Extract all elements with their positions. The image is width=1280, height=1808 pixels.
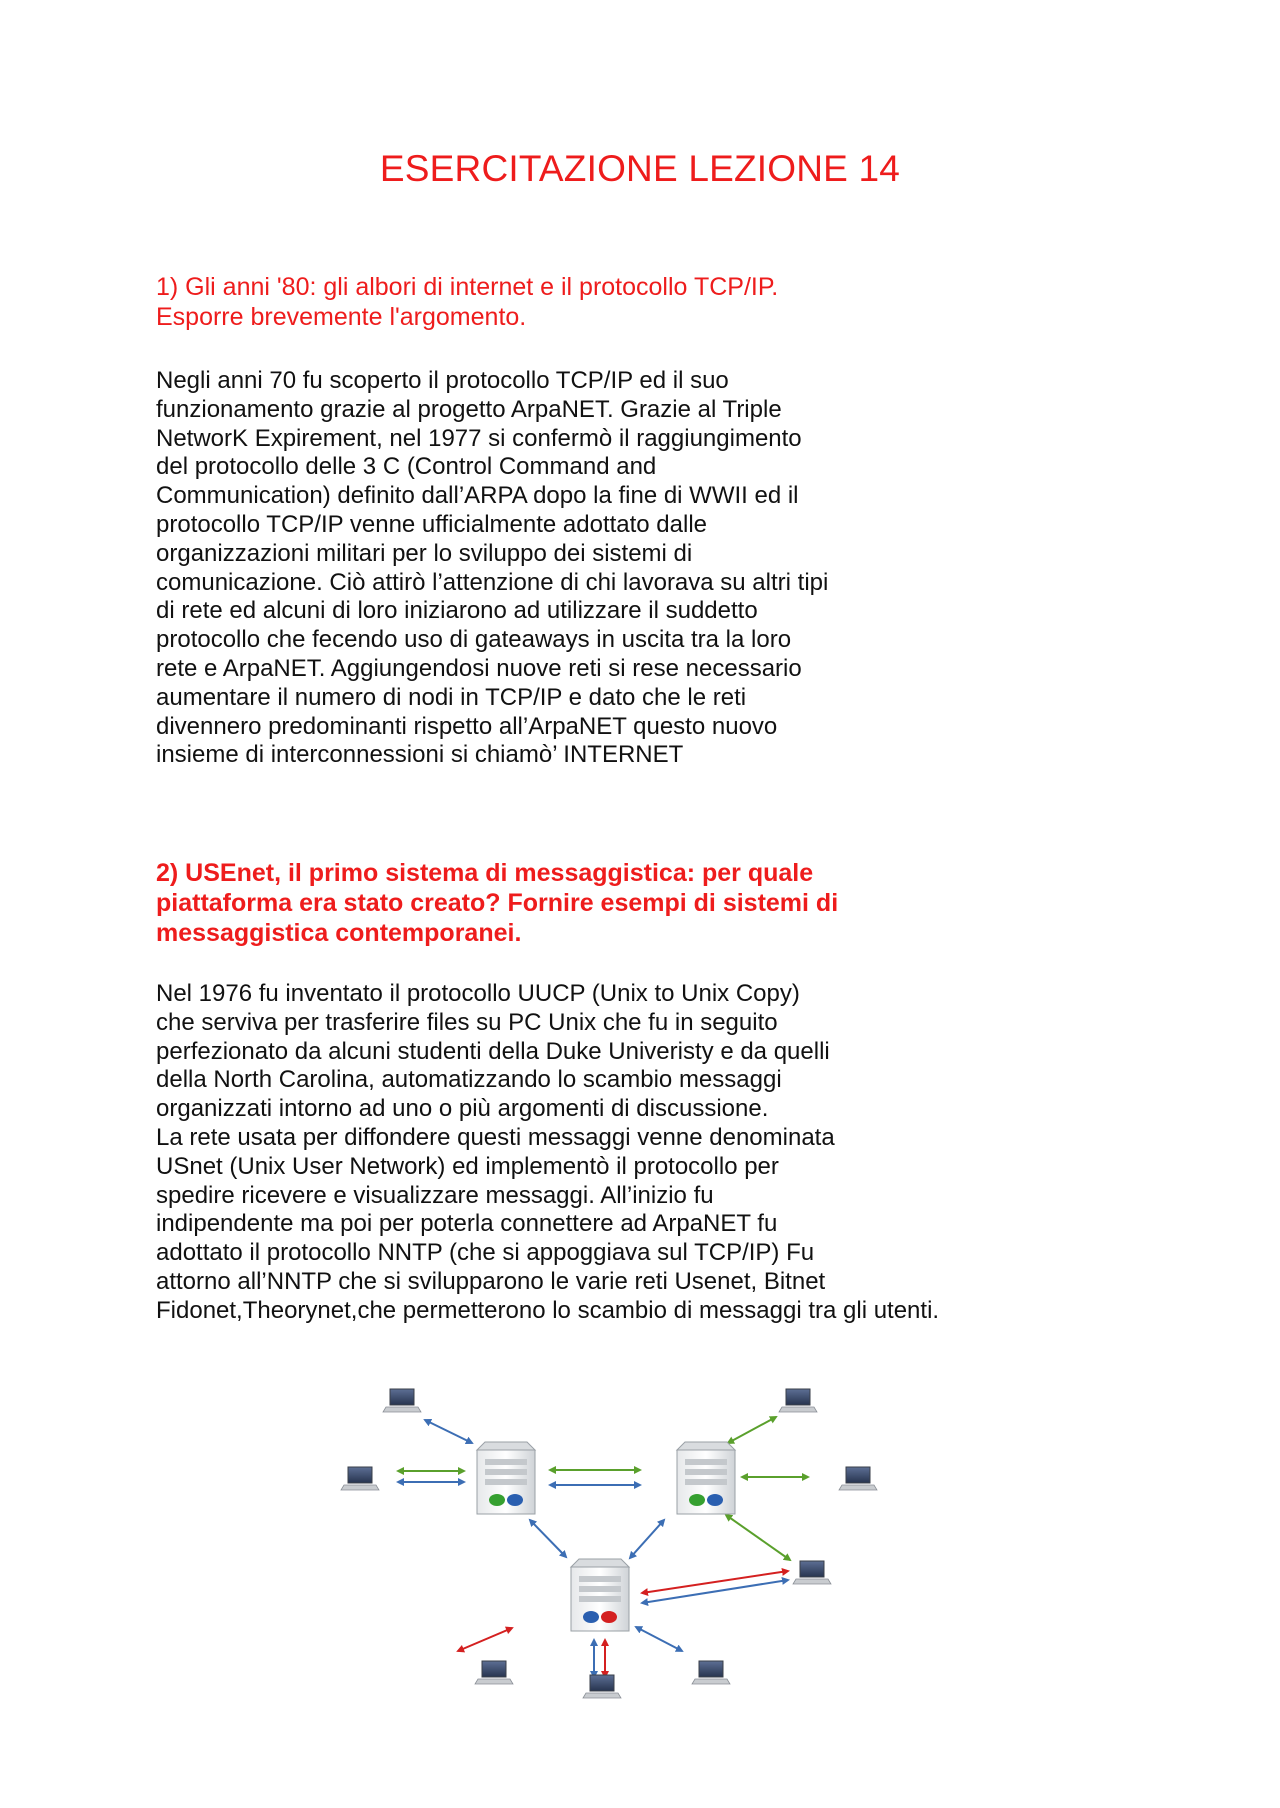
arrow-icon (630, 1520, 664, 1558)
answer-2-line: Fidonet,Theorynet,che permetterono lo scambio di messaggi tra gli utenti. (156, 1296, 940, 1324)
answer-2-line: della North Carolina, automatizzando lo scambio messaggi (156, 1066, 782, 1094)
answer-2-line: attorno all’NNTP che si svilupparono le varie reti Usenet, Bitnet (156, 1267, 826, 1295)
computer-icon (779, 1389, 817, 1412)
question-2 (156, 858, 1116, 948)
answer-1-line: protocollo TCP/IP venne ufficialmente adottato dalle (156, 510, 708, 538)
server-icon (477, 1442, 535, 1514)
question-1-line: Esporre brevemente l'argomento. (156, 303, 527, 331)
answer-1-line: del protocollo delle 3 C (Control Command and (156, 453, 657, 481)
question-1 (156, 272, 1116, 332)
server-icon (677, 1442, 735, 1514)
answer-2-line: indipendente ma poi per poterla connettere ad ArpaNET fu (156, 1210, 778, 1238)
arrow-icon (398, 1471, 464, 1482)
server-icon (571, 1559, 629, 1631)
answer-1-line: di rete ed alcuni di loro iniziarono ad utilizzare il suddetto (156, 597, 758, 625)
arrow-icon (530, 1520, 566, 1557)
answer-2-line: che serviva per trasferire files su PC Unix che fu in seguito (156, 1008, 778, 1036)
answer-2-line: adottato il protocollo NNTP (che si appoggiava sul TCP/IP) Fu (156, 1239, 815, 1267)
question-2-line: messaggistica contemporanei. (156, 919, 522, 947)
arrow-icon (642, 1571, 788, 1603)
answer-1-line: Communication) definito dall’ARPA dopo la fine di WWII ed il (156, 482, 799, 510)
question-2-line: 2) USEnet, il primo sistema di messaggistica: per quale (156, 859, 814, 887)
answer-1-line: divennero predominanti rispetto all’ArpaNET questo nuovo (156, 712, 778, 740)
computer-icon (383, 1389, 421, 1412)
question-1-line: 1) Gli anni '80: gli albori di internet e il protocollo TCP/IP. (156, 273, 779, 301)
computer-icon (692, 1661, 730, 1684)
computer-icon (341, 1467, 379, 1490)
answer-2-line: Nel 1976 fu inventato il protocollo UUCP (Unix to Unix Copy) (156, 980, 800, 1007)
page-title: ESERCITAZIONE LEZIONE 14 (379, 148, 901, 189)
answer-1-line: insieme di interconnessioni si chiamò’ INTERNET (156, 741, 684, 769)
arrow-icon (458, 1628, 512, 1651)
arrow-icon (425, 1420, 472, 1443)
answer-2-line: USnet (Unix User Network) ed implementò il protocollo per (156, 1152, 779, 1180)
answer-1-line: comunicazione. Ciò attirò l’attenzione di chi lavorava su altri tipi (156, 568, 829, 596)
usenet-network-diagram (340, 1375, 900, 1705)
answer-2-line: perfezionato da alcuni studenti della Duke Univeristy e da quelli (156, 1037, 830, 1065)
answer-2-line: organizzati intorno ad uno o più argomenti di discussione. (156, 1095, 769, 1123)
answer-2-line: spedire ricevere e visualizzare messaggi. All’inizio fu (156, 1181, 714, 1209)
answer-1-line: NetworK Expirement, nel 1977 si confermò il raggiungimento (156, 424, 802, 452)
arrow-icon (636, 1627, 682, 1651)
computer-icon (793, 1561, 831, 1584)
question-2-line: piattaforma era stato creato? Fornire esempi di sistemi di (156, 889, 839, 917)
answer-1-line: funzionamento grazie al progetto ArpaNET. Grazie al Triple (156, 395, 782, 423)
answer-2 (156, 980, 1136, 1326)
answer-1-line: protocollo che fecendo uso di gateaways in uscita tra la loro (156, 626, 792, 654)
answer-1-line: aumentare il numero di nodi in TCP/IP e dato che le reti (156, 683, 747, 711)
computer-icon (475, 1661, 513, 1684)
answer-1-line: organizzazioni militari per lo sviluppo dei sistemi di (156, 539, 693, 567)
arrow-icon (594, 1640, 605, 1677)
arrow-icon (728, 1417, 776, 1443)
answer-2-line: La rete usata per diffondere questi messaggi venne denominata (156, 1123, 835, 1151)
answer-1-line: Negli anni 70 fu scoperto il protocollo TCP/IP ed il suo (156, 367, 729, 394)
answer-1-line: rete e ArpaNET. Aggiungendosi nuove reti si rese necessario (156, 654, 802, 682)
computer-icon (839, 1467, 877, 1490)
arrow-icon (550, 1470, 640, 1485)
answer-1 (156, 367, 1136, 770)
computer-icon (583, 1675, 621, 1698)
arrow-icon (726, 1515, 790, 1560)
